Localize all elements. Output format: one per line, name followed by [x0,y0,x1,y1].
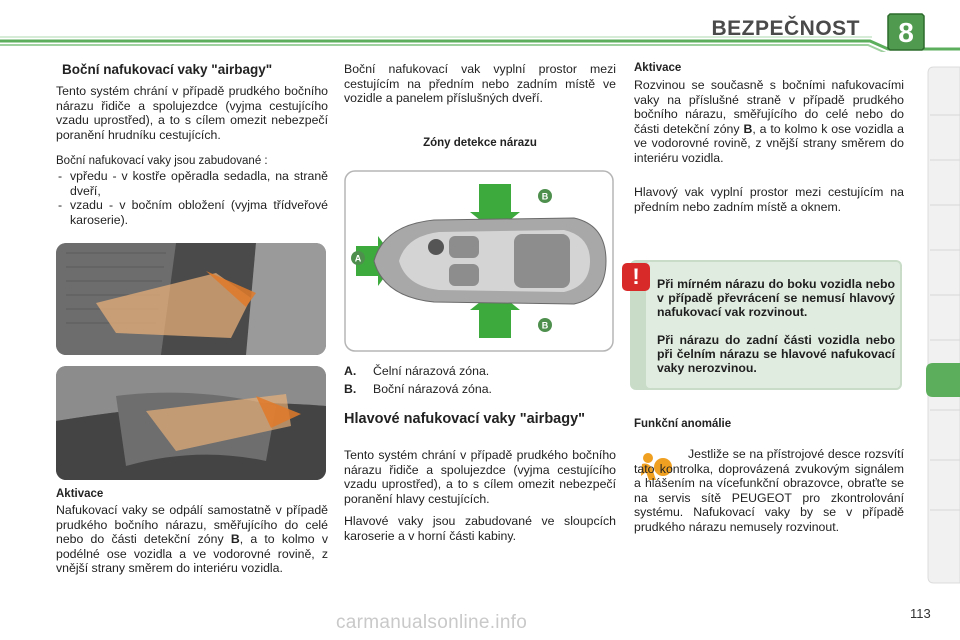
legend-item: B. Boční nárazová zóna. [344,382,492,396]
side-airbags-location-list [56,169,328,227]
warning-icon: ! [622,263,650,291]
photo-rear-seat-airbag [56,366,326,480]
chapter-number-badge [886,12,926,52]
zone-label-a: A [354,253,362,264]
photo-front-seat-airbag [56,243,326,355]
head-airbag-fill-text: Hlavový vak vyplní prostor mezi cestujícím na předním nebo zadním místě a oknem. [634,185,904,214]
seat-icon [449,264,479,286]
impact-zones-diagram [344,170,614,352]
head-airbags-location: Hlavové vaky jsou zabudované ve sloupcích karoserie a v horní části kabiny. [344,514,616,543]
warning-text-1: Při mírném nárazu do boku vozidla nebo v případě převrácení se nemusí hlavový nafukovací vak rozvinout. [657,277,895,319]
warning-text-2: Při nárazu do zadní části vozidla nebo při čelním nárazu se hlavové nafukovací vaky nerozvinou. [657,333,895,375]
legend-item: A. Čelní nárazová zóna. [344,364,490,378]
rear-bench-icon [514,234,570,288]
zones-legend [344,362,492,398]
activation-text-head: Rozvinou se současně s bočními nafukovacími vaky na příslušné straně v případě prudkého bočního nárazu, směřujícího do celé nebo do části detekční zóny B, a to kolmo k ose vozidla a ve vodorovné rovině, z vnější strany směrem do interiéru vozidla. [634,78,904,165]
anomaly-text: Jestliže se na přístrojové desce rozsvítí tato kontrolka, doprovázená zvukovým signálem a hlášením na vícefunkční obrazovce, obraťte se na servis sítě PEUGEOT pro zkontrolování systému. Nafukovací vaky by se v případě prudkého nárazu nemusely rozvinout. [634,447,904,534]
chapter-title: BEZPEČNOST [711,17,860,40]
page-number: 113 [910,606,931,621]
side-airbag-fill-text: Boční nafukovací vak vyplní prostor mezi cestujícím na předním nebo zadním místě ve vozidle a panelem příslušných dveří. [344,62,616,105]
side-airbags-intro: Tento systém chrání v případě prudkého bočního nárazu řidiče a spolujezdce (vyjma cestujícího vzadu uprostřed), a to s cílem omezit nebezpečí poranění hrudníku cestujících. [56,84,328,142]
list-item: - vpředu - v kostře opěradla sedadla, na straně dveří, [56,169,328,198]
seat-icon [449,236,479,258]
section-title-head-airbags: Hlavové nafukovací vaky "airbagy" [344,411,586,427]
section-title-side-airbags: Boční nafukovací vaky "airbagy" [62,62,273,77]
zone-label-b-top: B [541,191,549,202]
active-tab[interactable] [926,363,960,397]
zone-label-b-bottom: B [541,320,549,331]
anomaly-title: Funkční anomálie [634,418,732,430]
zones-title: Zóny detekce nárazu [423,137,537,149]
chapter-number: 8 [898,17,914,48]
activation-title-head: Aktivace [634,62,682,74]
activation-title-side: Aktivace [56,488,104,500]
steering-wheel-icon [428,239,444,255]
side-airbags-location-intro: Boční nafukovací vaky jsou zabudované : [56,155,268,167]
watermark: carmanualsonline.info [336,612,528,633]
head-airbags-intro: Tento systém chrání v případě prudkého bočního nárazu řidiče a spolujezdce (vyjma cestujícího vzadu uprostřed), a to s cílem omezit nebezpečí poranění hlavy cestujících. [344,448,616,506]
list-item: - vzadu - v bočním obložení (vyjma třídveřové karoserie). [56,198,328,227]
chapter-tab-strip [926,65,960,585]
activation-text-side: Nafukovací vaky se odpálí samostatně v případě prudkého bočního nárazu, směřujícího do celé nebo do části detekční zóny B, a to kolmo v podélné ose vozidla a ve vodorovné rovině, z vnější strany směrem do interiéru vozidla. [56,503,328,575]
